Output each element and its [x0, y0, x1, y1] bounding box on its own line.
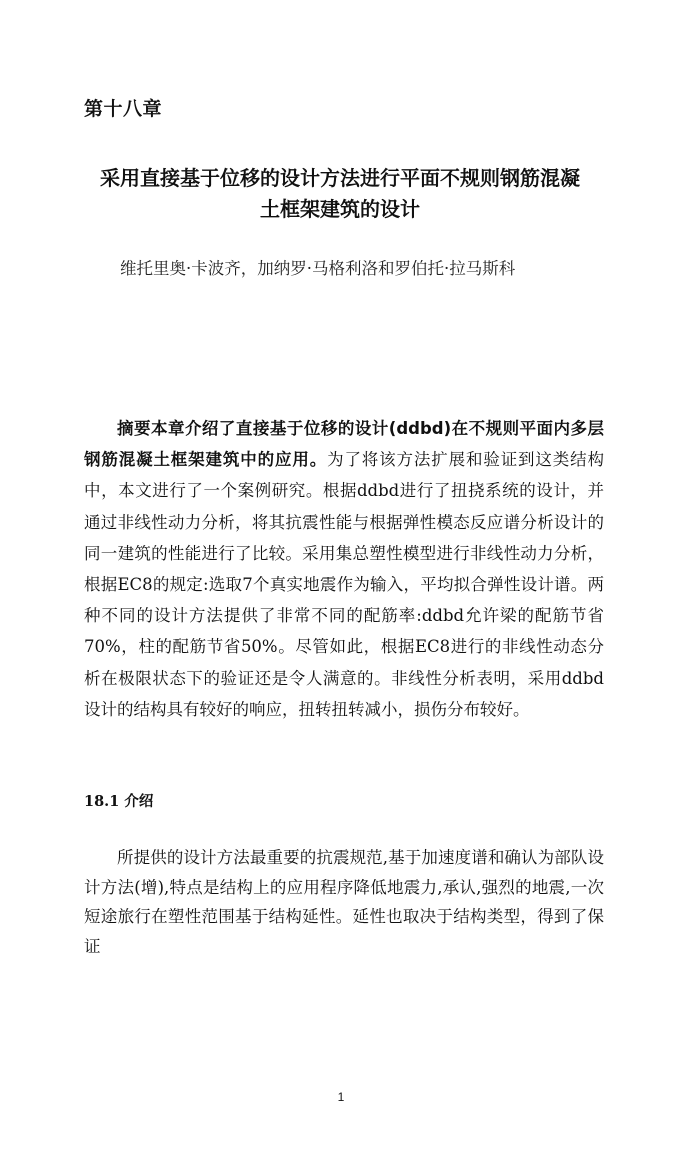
- author-list: 维托里奥·卡波齐，加纳罗·马格利洛和罗伯托·拉马斯科: [120, 259, 516, 278]
- abstract-body: 为了将该方法扩展和验证到这类结构中，本文进行了一个案例研究。根据ddbd进行了扭挠系统的设计，并通过非线性动力分析，将其抗震性能与根据弹性模态反应谱分析设计的同一建筑的性能进行了比较。采用集总塑性模型进行非线性动力分析，根据EC8的规定:选取7个真实地震作为输入，平均拟合弹性设计谱。两种不同的设计方法提供了非常不同的配筋率:ddbd允许梁的配筋节省70%，柱的配筋节省50%。尽管如此，根据EC8进行的非线性动态分析在极限状态下的验证还是令人满意的。非线性分析表明，采用ddbd设计的结构具有较好的响应，扭转扭转减小，损伤分布较好。: [84, 450, 605, 719]
- chapter-title-line-2: 土框架建筑的设计: [260, 197, 420, 221]
- section-body-paragraph: 所提供的设计方法最重要的抗震规范,基于加速度谱和确认为部队设计方法(增),特点是结构上的应用程序降低地震力,承认,强烈的地震,一次短途旅行在塑性范围基于结构延性。延性也取决于结构类型，得到了保证: [84, 848, 604, 956]
- abstract-lead: 摘要本章介绍了直接基于位移的设计(ddbd)在不规则平面内多层钢筋混凝土框架建筑中的应用。: [84, 419, 604, 470]
- chapter-title-line-1: 采用直接基于位移的设计方法进行平面不规则钢筋混凝: [100, 166, 580, 190]
- section-heading: 18.1 介绍: [84, 793, 154, 810]
- page-number: 1: [337, 1090, 345, 1104]
- abstract-paragraph: [84, 413, 604, 725]
- chapter-label: 第十八章: [84, 98, 163, 120]
- chapter-title: [60, 163, 620, 225]
